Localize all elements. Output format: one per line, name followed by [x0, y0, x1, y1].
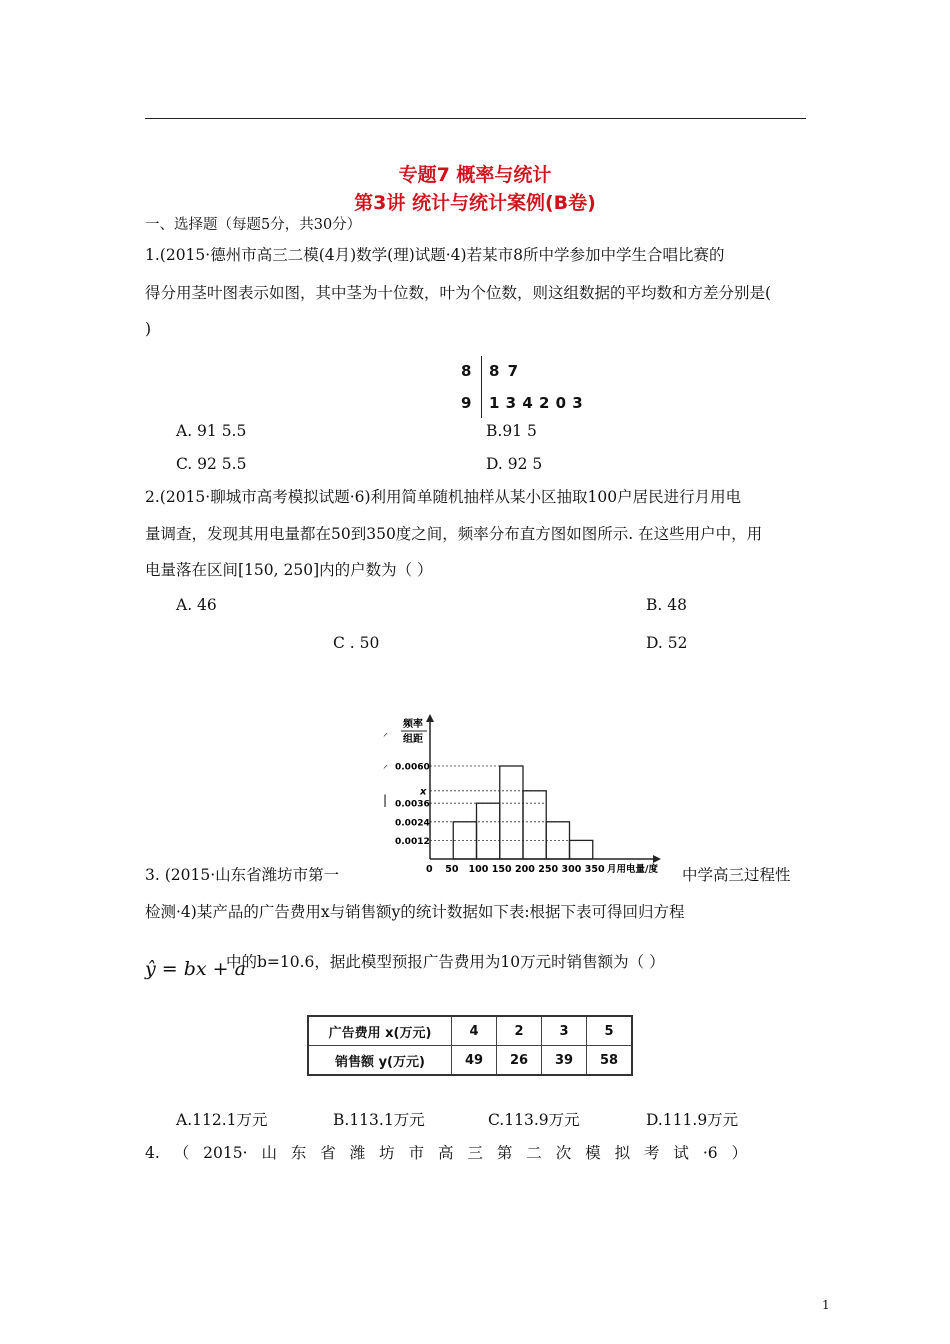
leaves-9: 1 3 4 2 0 3: [489, 394, 583, 412]
lesson-title: 第3讲 统计与统计案例(B卷): [354, 192, 596, 214]
table-cell: 4: [452, 1016, 497, 1046]
q3-line2: 检测·4)某产品的广告费用x与销售额y的统计数据如下表:根据下表可得回归方程: [145, 903, 685, 921]
q1-line3: ): [145, 320, 152, 338]
header-rule: [145, 118, 806, 119]
table-row: [308, 1016, 632, 1046]
q3-line1-right: 中学高三过程性: [682, 866, 791, 884]
y-tick-label: 0.0036: [395, 799, 430, 810]
q3-line3: 中的b=10.6，据此模型预报广告费用为10万元时销售额为（ ）: [226, 953, 665, 971]
q2-option-b: B. 48: [646, 596, 687, 614]
x-tick-label: 300: [561, 864, 582, 875]
q2-line2: 量调查，发现其用电量都在50到350度之间，频率分布直方图如图所示. 在这些用户中，用: [145, 525, 763, 543]
q1-option-d: D. 92 5: [486, 455, 543, 473]
histogram-bar: [477, 803, 500, 859]
q3-option-d: D.111.9万元: [646, 1111, 739, 1129]
x-tick-label: 100: [468, 864, 489, 875]
q2-option-d: D. 52: [646, 634, 688, 652]
leaves-8: 8 7: [489, 362, 519, 380]
q2-line1: 2.(2015·聊城市高考模拟试题·6)利用简单随机抽样从某小区抽取100户居民进行月用电: [145, 488, 742, 506]
x-axis-label: 月用电量/度: [607, 864, 658, 875]
q1-line2: 得分用茎叶图表示如图，其中茎为十位数，叶为个位数，则这组数据的平均数和方差分别是(: [145, 284, 772, 302]
table-row-header: 广告费用 x(万元): [308, 1016, 452, 1046]
histogram-bar: [453, 822, 476, 859]
stem-divider: [481, 356, 482, 418]
table-cell: 26: [497, 1046, 542, 1076]
histogram-bar: [500, 766, 523, 859]
q3-option-c: C.113.9万元: [488, 1111, 580, 1129]
scan-artifact-mark: ⸍: [383, 732, 388, 743]
x-axis-arrow: [653, 855, 661, 863]
q2-option-a: A. 46: [176, 596, 217, 614]
y-tick-label: 0.0060: [395, 762, 430, 773]
y-axis-arrow: [426, 714, 434, 722]
stem-8: 8: [461, 362, 472, 380]
q1-option-a: A. 91 5.5: [176, 422, 247, 440]
y-tick-label: 0.0012: [395, 836, 430, 847]
page-number: 1: [822, 1298, 830, 1312]
table-cell: 39: [542, 1046, 587, 1076]
topic-title: 专题7 概率与统计: [398, 164, 552, 186]
table-cell: 58: [587, 1046, 633, 1076]
table-cell: 49: [452, 1046, 497, 1076]
histogram-bar: [523, 791, 546, 859]
y-tick-label: 0.0024: [395, 818, 430, 829]
y-label-top: 频率: [403, 719, 423, 730]
x-tick-label: 200: [515, 864, 535, 875]
scan-artifact-mark: ⸍: [383, 764, 388, 775]
table-cell: 3: [542, 1016, 587, 1046]
advertising-sales-table: [307, 1015, 633, 1076]
y-label-bottom: 组距: [403, 734, 423, 745]
frequency-histogram: [375, 714, 665, 884]
table-cell: 2: [497, 1016, 542, 1046]
q1-option-c: C. 92 5.5: [176, 455, 247, 473]
q1-option-b: B.91 5: [486, 422, 537, 440]
x-tick-label: 50: [445, 864, 459, 875]
table-cell: 5: [587, 1016, 633, 1046]
x-tick-label: 250: [538, 864, 559, 875]
x-tick-label: 350: [584, 864, 605, 875]
regression-equation: ŷ = bx + a: [145, 958, 246, 980]
histogram-bar: [570, 840, 593, 859]
q3-option-a: A.112.1万元: [176, 1111, 268, 1129]
q4-line1: 4. （ 2015· 山 东 省 潍 坊 市 高 三 第 二 次 模 拟 考 试 ·6 ）: [145, 1144, 748, 1162]
x-tick-label: 150: [491, 864, 512, 875]
table-row-header: 销售额 y(万元): [308, 1046, 452, 1076]
y-tick-label: x: [420, 786, 427, 798]
q2-line3: 电量落在区间[150, 250]内的户数为（ ）: [145, 561, 433, 579]
scan-artifact-mark: |: [383, 793, 388, 807]
q2-option-c: C . 50: [333, 634, 380, 652]
q3-line1-left: 3. (2015·山东省潍坊市第一: [145, 866, 340, 884]
section-heading: 一、选择题（每题5分，共30分）: [145, 217, 362, 233]
stem-9: 9: [461, 394, 472, 412]
q1-line1: 1.(2015·德州市高三二模(4月)数学(理)试题·4)若某市8所中学参加中学生合唱比赛的: [145, 246, 725, 264]
q3-option-b: B.113.1万元: [333, 1111, 425, 1129]
x-tick-label: 0: [426, 864, 433, 875]
table-row: [308, 1046, 632, 1076]
